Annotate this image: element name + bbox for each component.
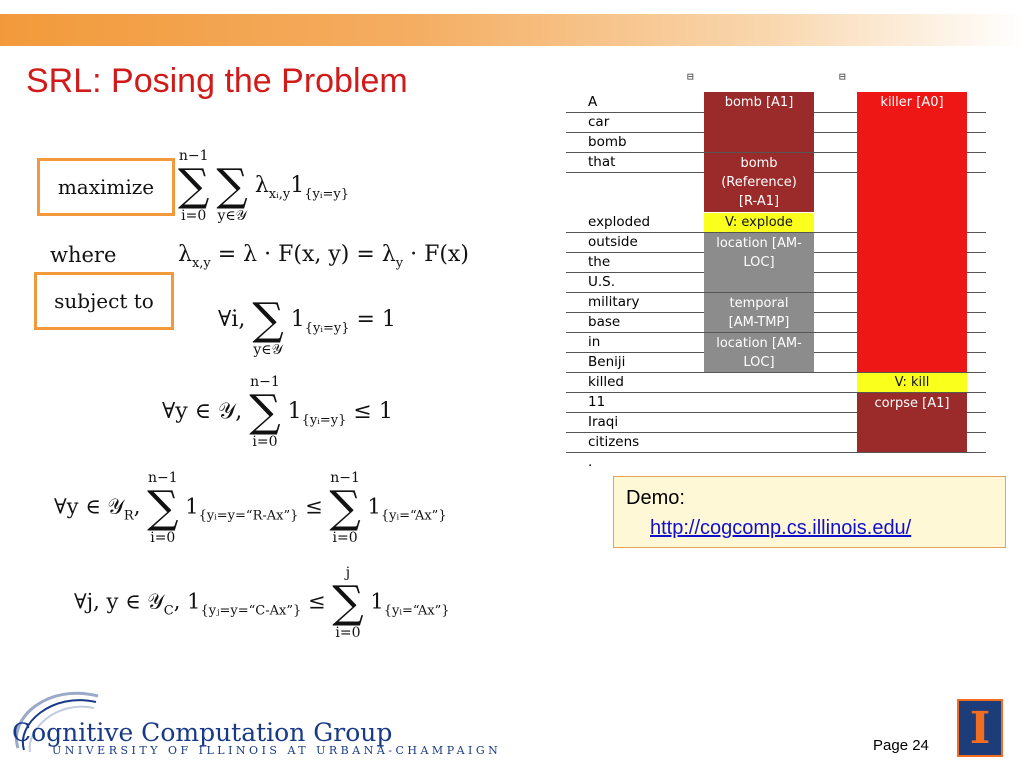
c2-sum-bottom: i=0 [252,434,278,450]
maximize-label: maximize [57,175,155,199]
c2-indicator: 1 [287,399,302,424]
c4-indicator: 1 [187,589,201,614]
span-v-kill: V: kill [857,373,967,392]
c2-sum-sign: ∑ [249,386,281,437]
span-location-1: location [AM-LOC] [704,233,814,292]
collapse-icon[interactable]: ⊟ [839,70,846,83]
c3-sum2-top: n−1 [330,470,360,486]
span-location-2: location [AM-LOC] [704,333,814,372]
c1-prefix: ∀i, [218,307,246,332]
span-killer-a0: killer [A0] [857,92,967,372]
word-cell: outside [588,234,638,250]
c3-sum-top: n−1 [147,470,178,486]
word-cell: exploded [588,214,651,230]
objective-lambda-sub: xᵢ,y [268,187,291,202]
illinois-logo-letter: I [969,702,991,754]
c2-indicator-sub: {yᵢ=y} [301,413,347,428]
where-mid: = λ · F(x, y) = λ [210,242,396,267]
objective-sum2 [216,148,247,224]
c1-indicator-sub: {yᵢ=y} [304,321,350,336]
c4-leq: ≤ [307,589,326,614]
word-cell: that [588,154,616,170]
c1-sum-sign: ∑ [252,294,284,345]
word-cell: citizens [588,434,640,450]
span-corpse-a1: corpse [A1] [857,393,967,452]
demo-label: Demo: [626,487,685,509]
where-lambda: λ [178,242,192,267]
span-v-explode: V: explode [704,213,814,232]
where-lambda-sub: x,y [191,256,211,271]
c2-prefix: ∀y ∈ 𝒴, [162,399,243,424]
where-tail: · F(x) [403,242,469,267]
c4-indicator-sub: {yⱼ=y=“C-Ax”} [200,603,302,619]
objective-formula [178,148,349,224]
c3-sum2 [329,470,360,546]
c1-indicator: 1 [290,307,305,332]
c1-rhs: = 1 [356,307,396,332]
objective-sum1-bottom: i=0 [181,208,207,224]
objective-sum2-bottom: y∈𝒴 [217,208,247,224]
c3-indicator-sub: {yᵢ=y=“R-Ax”} [198,508,299,524]
word-cell: U.S. [588,274,616,290]
span-bomb-a1: bomb [A1] [704,92,814,152]
span-temporal: temporal [AM-TMP] [704,293,814,332]
c3-sum-bottom: i=0 [150,530,176,546]
objective-sum1 [178,148,209,224]
c1-sum-bottom: y∈𝒴 [253,342,283,358]
header-gradient-bar [0,14,1024,46]
word-cell: A [588,94,598,110]
c4-sum-top: j [345,565,351,581]
maximize-box [37,158,175,216]
c3-sum2-sign: ∑ [329,482,361,533]
subject-to-box [34,272,174,330]
constraint-4 [74,565,449,641]
constraint-2 [162,374,393,450]
objective-sum2-sign: ∑ [216,160,248,211]
c3-indicator2: 1 [367,494,381,519]
c2-sum-top: n−1 [250,374,280,390]
word-cell: Iraqi [588,414,619,430]
word-cell: Beniji [588,354,626,370]
objective-sum1-sign: ∑ [178,160,210,211]
c3-leq: ≤ [305,494,323,519]
c2-sum [249,374,280,450]
c1-sum [252,282,283,358]
srl-table [566,62,996,482]
cogcomp-logo-text: Cognitive Computation Group [12,718,393,747]
c3-prefix: ∀y ∈ 𝒴 [54,494,124,519]
c3-indicator2-sub: {yᵢ=“Ax”} [380,508,447,524]
illinois-logo [957,699,1003,757]
constraint-3 [54,470,447,546]
c3-sum [147,470,178,546]
word-cell: . [588,454,593,470]
word-cell: in [588,334,601,350]
span-bomb-reference: bomb (Reference) [R-A1] [704,153,814,212]
objective-indicator: 1 [290,173,305,198]
word-cell: bomb [588,134,627,150]
c4-sum [332,565,363,641]
c3-indicator: 1 [185,494,199,519]
page-title: SRL: Posing the Problem [26,62,408,100]
c2-rhs: ≤ 1 [353,399,393,424]
word-cell: the [588,254,611,270]
word-cell: car [588,114,610,130]
objective-lambda: λ [254,173,269,198]
page-number: Page 24 [873,737,929,754]
objective-sum1-top: n−1 [178,148,209,164]
where-lambda-y-sub: y [395,256,404,271]
c4-prefix: ∀j, y ∈ 𝒴 [74,589,164,614]
c3-comma: , [133,494,141,519]
demo-link[interactable]: http://cogcomp.cs.illinois.edu/ [650,517,912,539]
c4-prefix-sub: C [163,603,174,619]
c3-prefix-sub: R [123,508,134,524]
word-cell: killed [588,374,624,390]
where-label: where [50,243,117,267]
c4-sum-sign: ∑ [332,577,364,628]
word-cell: 11 [588,394,606,410]
table-row [566,452,986,472]
subject-to-label: subject to [54,289,154,313]
c3-sum2-bottom: i=0 [332,530,358,546]
collapse-icon[interactable]: ⊟ [687,70,694,83]
word-cell: base [588,314,621,330]
c4-comma: , [173,589,181,614]
constraint-1 [218,282,396,358]
word-cell: military [588,294,640,310]
demo-box [613,476,1006,548]
where-formula [178,242,469,271]
cogcomp-logo-subtext: UNIVERSITY OF ILLINOIS AT URBANA-CHAMPAIGN [52,744,502,757]
c3-sum-sign: ∑ [147,482,179,533]
objective-indicator-sub: {yᵢ=y} [304,187,349,202]
c4-indicator2-sub: {yᵢ=“Ax”} [383,603,450,619]
c4-indicator2: 1 [370,589,384,614]
c4-sum-bottom: i=0 [335,625,361,641]
